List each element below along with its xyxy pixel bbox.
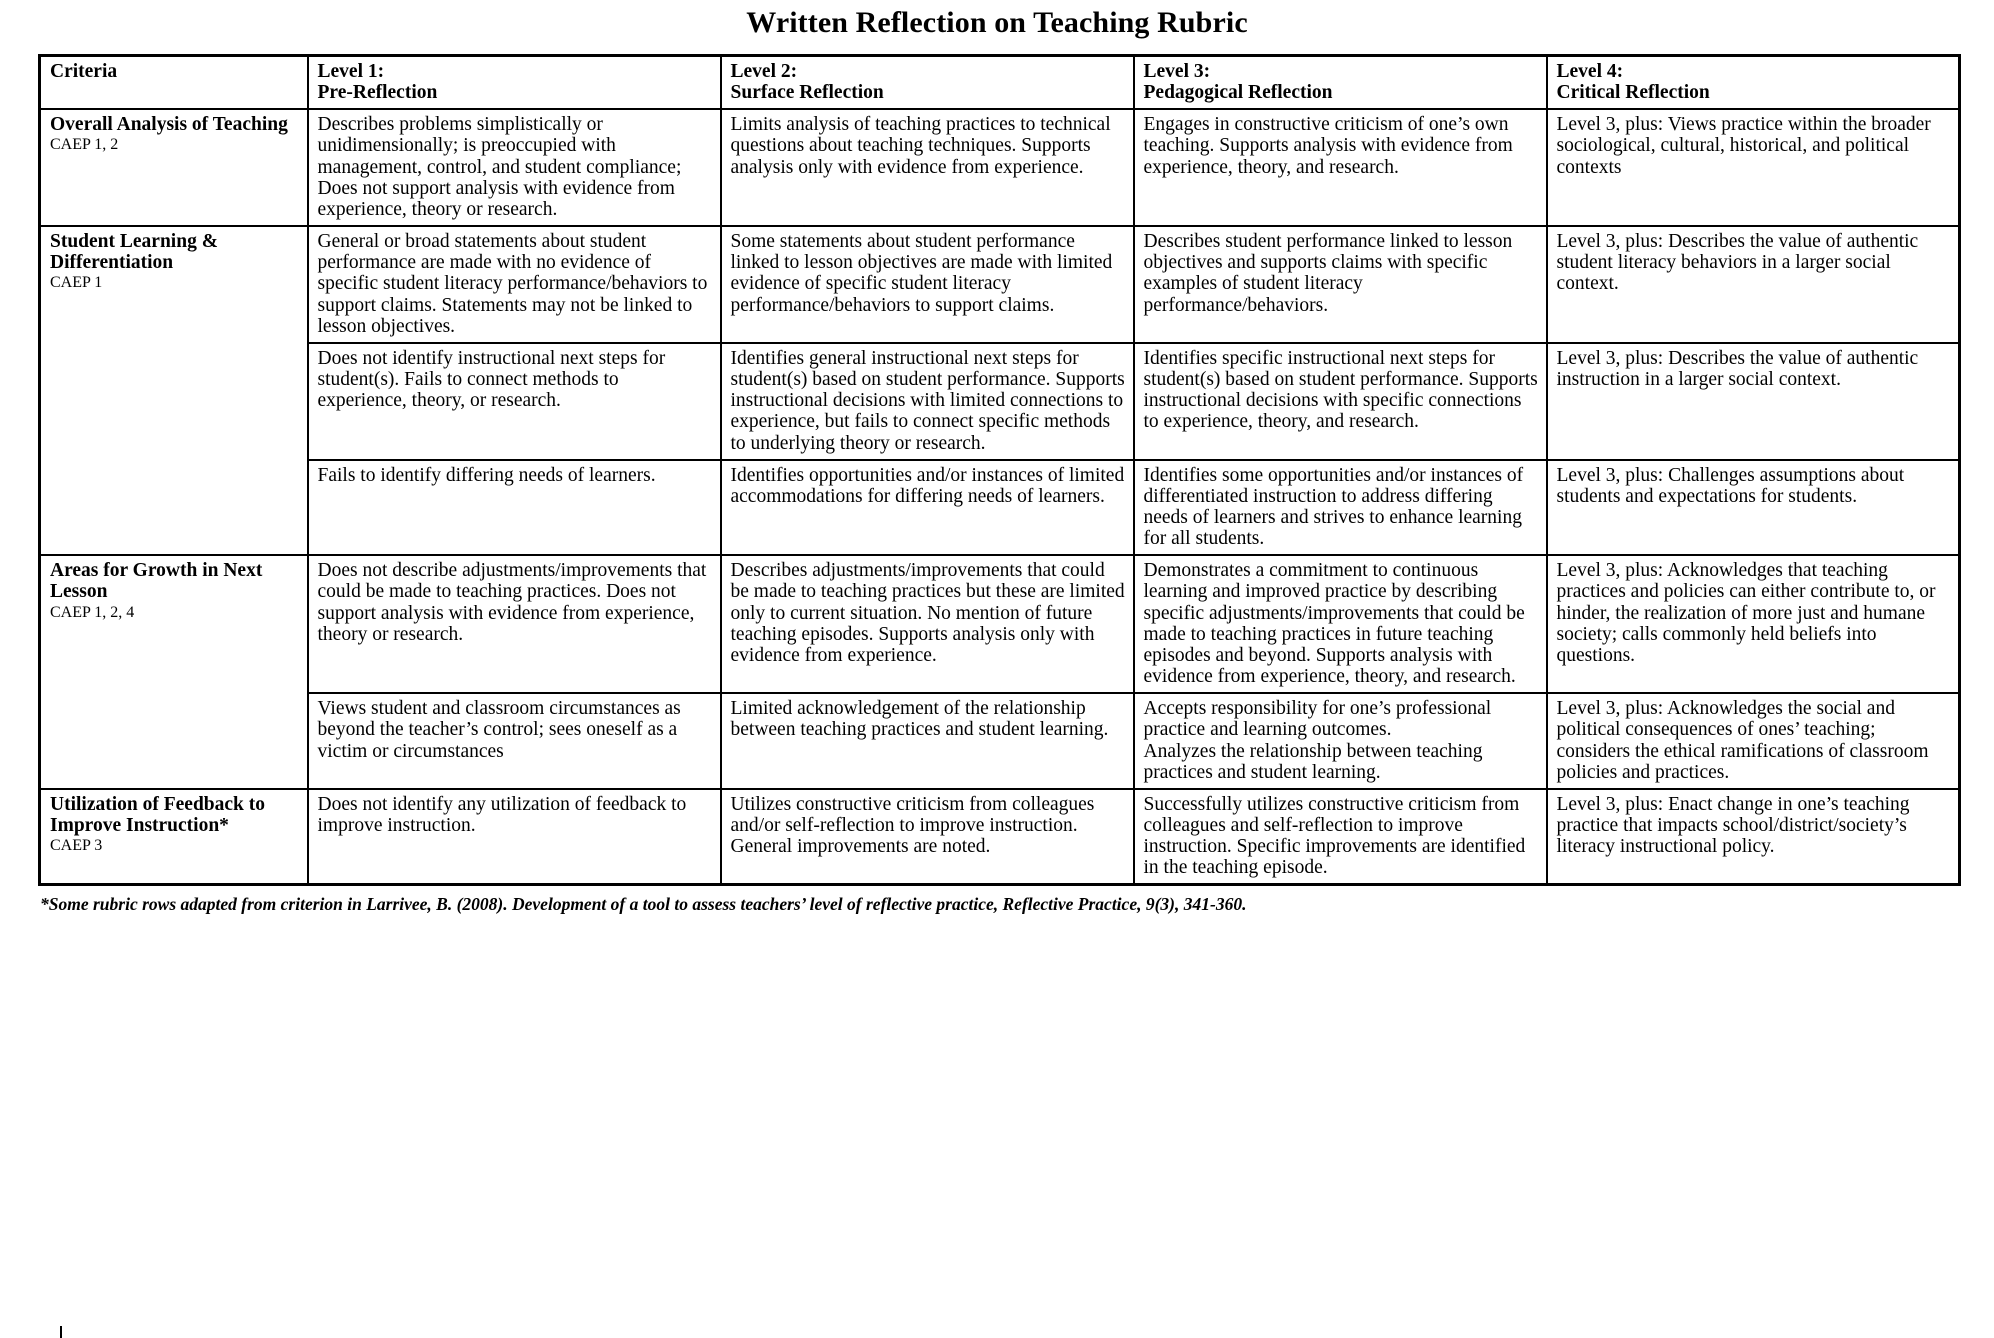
header-criteria: Criteria (40, 56, 308, 110)
cell-level-2: Identifies opportunities and/or instances of limited accommodations for differing needs of learners. (721, 460, 1134, 556)
table-row (40, 555, 1960, 693)
cell-level-3 (1134, 693, 1547, 789)
cell-level-3: Identifies specific instructional next steps for student(s) based on student performance. Supports instructional decisions with specific connections to experience, theory, and research. (1134, 343, 1547, 460)
header-level-2 (721, 56, 1134, 110)
footnote: *Some rubric rows adapted from criterion in Larrivee, B. (2008). Development of a tool to assess teachers’ level of reflective practice, Reflective Practice, 9(3), 341-360. (40, 894, 1247, 915)
criterion-name: Areas for Growth in Next Lesson (50, 560, 263, 603)
cell-level-4: Level 3, plus: Views practice within the broader sociological, cultural, historical, and political contexts (1547, 109, 1960, 226)
header-level-3 (1134, 56, 1547, 110)
criterion-cell (40, 555, 308, 789)
table-row (40, 343, 1960, 460)
criterion-name: Utilization of Feedback to Improve Instruction* (50, 793, 266, 836)
header-level-1-line2: Pre-Reflection (317, 82, 438, 104)
cell-level-4: Level 3, plus: Describes the value of authentic instruction in a larger social context. (1547, 343, 1960, 460)
cell-level-2: Identifies general instructional next steps for student(s) based on student performance. Supports instructional decisions with limited connections to experience, but fails to connect specific methods to underlying theory or research. (721, 343, 1134, 460)
cell-level-2: Utilizes constructive criticism from colleagues and/or self-reflection to improve instruction. General improvements are noted. (721, 789, 1134, 885)
criterion-name: Student Learning & Differentiation (50, 231, 218, 274)
criterion-caep: CAEP 1, 2, 4 (50, 603, 135, 621)
header-level-2-line2: Surface Reflection (730, 82, 884, 104)
header-row (40, 56, 1960, 110)
header-level-4-line2: Critical Reflection (1556, 82, 1710, 104)
cell-level-3: Identifies some opportunities and/or instances of differentiated instruction to address differing needs of learners and strives to enhance learning for all students. (1134, 460, 1547, 556)
criterion-cell (40, 226, 308, 555)
criterion-cell (40, 789, 308, 885)
cell-level-4: Level 3, plus: Acknowledges the social and political consequences of ones’ teaching; considers the ethical ramifications of classroom policies and practices. (1547, 693, 1960, 789)
cell-level-3: Successfully utilizes constructive criticism from colleagues and self-reflection to improve instruction. Specific improvements are identified in the teaching episode. (1134, 789, 1547, 885)
rubric-table (38, 54, 1961, 886)
table-row (40, 460, 1960, 556)
cell-level-1: Fails to identify differing needs of learners. (308, 460, 721, 556)
header-level-1 (308, 56, 721, 110)
table-row (40, 693, 1960, 789)
cell-level-3-paragraph-1: Accepts responsibility for one’s professional practice and learning outcomes. (1143, 698, 1492, 741)
header-level-2-line1: Level 2: (730, 61, 798, 82)
cell-level-2: Describes adjustments/improvements that could be made to teaching practices but these are limited only to current situation. No mention of future teaching episodes. Supports analysis only with evidence from experience. (721, 555, 1134, 693)
table-body (40, 109, 1960, 885)
cell-level-1: Describes problems simplistically or unidimensionally; is preoccupied with management, control, and student compliance; Does not support analysis with evidence from experience, theory or research. (308, 109, 721, 226)
cell-level-3-paragraph-2: Analyzes the relationship between teaching practices and student learning. (1143, 740, 1483, 783)
header-level-4 (1547, 56, 1960, 110)
cell-level-2: Limits analysis of teaching practices to technical questions about teaching techniques. Supports analysis only with evidence from experience. (721, 109, 1134, 226)
header-level-3-line1: Level 3: (1143, 61, 1211, 82)
cell-level-1: Does not identify any utilization of feedback to improve instruction. (308, 789, 721, 885)
cell-level-1: Does not identify instructional next steps for student(s). Fails to connect methods to experience, theory, or research. (308, 343, 721, 460)
criterion-caep: CAEP 1, 2 (50, 136, 119, 154)
header-level-1-line1: Level 1: (317, 61, 385, 82)
cell-level-3: Engages in constructive criticism of one’s own teaching. Supports analysis with evidence from experience, theory, and research. (1134, 109, 1547, 226)
cell-level-3: Describes student performance linked to lesson objectives and supports claims with specific examples of student literacy performance/behaviors. (1134, 226, 1547, 343)
header-level-4-line1: Level 4: (1556, 61, 1624, 82)
header-level-3-line2: Pedagogical Reflection (1143, 82, 1333, 104)
cell-level-2: Limited acknowledgement of the relationship between teaching practices and student learning. (721, 693, 1134, 789)
cell-level-3: Demonstrates a commitment to continuous learning and improved practice by describing specific adjustments/improvements that could be made to teaching practices in future teaching episodes and beyond. Supports analysis with evidence from experience, theory, and research. (1134, 555, 1547, 693)
cell-level-4: Level 3, plus: Challenges assumptions about students and expectations for students. (1547, 460, 1960, 556)
cell-level-1: General or broad statements about student performance are made with no evidence of specific student literacy performance/behaviors to support claims. Statements may not be linked to lesson objectives. (308, 226, 721, 343)
table-header (40, 56, 1960, 110)
cell-level-1: Views student and classroom circumstances as beyond the teacher’s control; sees oneself as a victim or circumstances (308, 693, 721, 789)
cell-level-1: Does not describe adjustments/improvements that could be made to teaching practices. Does not support analysis with evidence from experience, theory or research. (308, 555, 721, 693)
table-row (40, 109, 1960, 226)
cell-level-4: Level 3, plus: Enact change in one’s teaching practice that impacts school/district/society’s literacy instructional policy. (1547, 789, 1960, 885)
cell-level-4: Level 3, plus: Acknowledges that teaching practices and policies can either contribute to, or hinder, the realization of more just and humane society; calls commonly held beliefs into questions. (1547, 555, 1960, 693)
table-row (40, 789, 1960, 885)
cell-level-2: Some statements about student performance linked to lesson objectives are made with limited evidence of specific student literacy performance/behaviors to support claims. (721, 226, 1134, 343)
page-title: Written Reflection on Teaching Rubric (746, 6, 1248, 39)
cell-level-4: Level 3, plus: Describes the value of authentic student literacy behaviors in a larger social context. (1547, 226, 1960, 343)
criterion-caep: CAEP 3 (50, 837, 103, 855)
page-tick-mark (60, 1326, 62, 1338)
table-row (40, 226, 1960, 343)
criterion-caep: CAEP 1 (50, 274, 103, 292)
criterion-name: Overall Analysis of Teaching (50, 114, 288, 136)
criterion-cell (40, 109, 308, 226)
